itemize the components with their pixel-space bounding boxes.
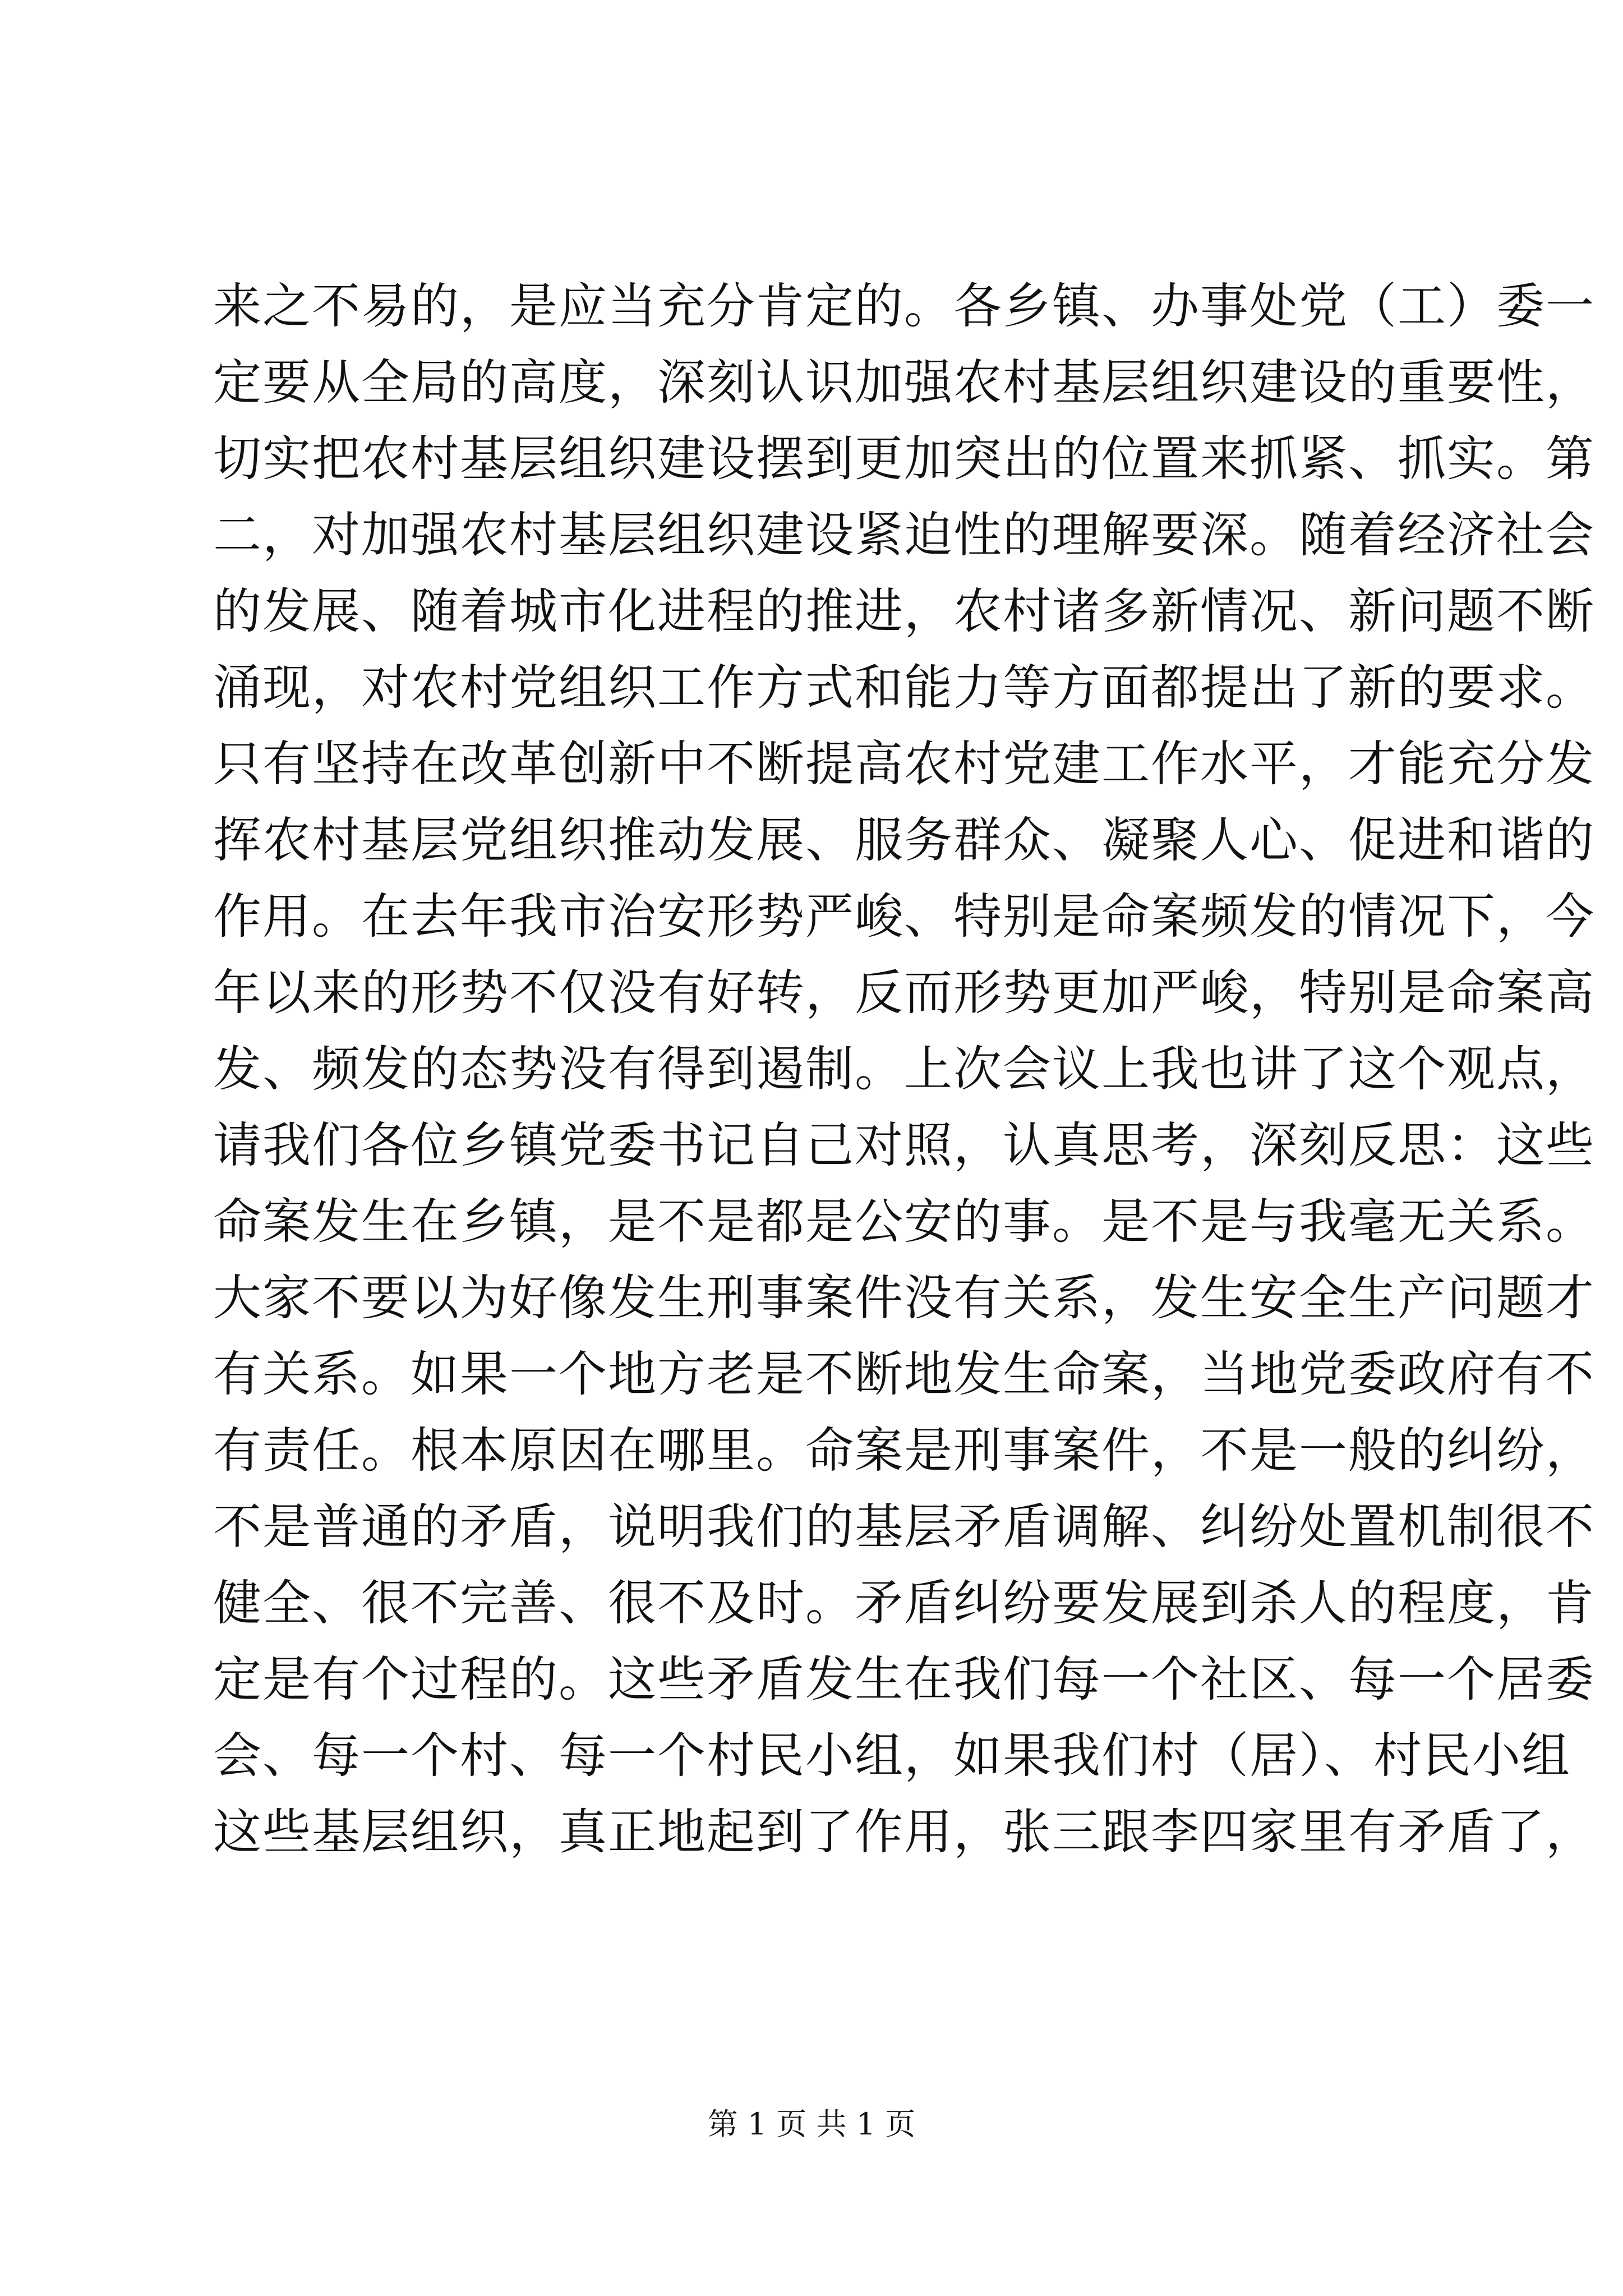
text-line: 来之不易的，是应当充分肯定的。各乡镇、办事处党（工）委一 — [213, 278, 1595, 334]
text-line: 命案发生在乡镇，是不是都是公安的事。是不是与我毫无关系。 — [213, 1194, 1595, 1250]
text-line: 挥农村基层党组织推动发展、服务群众、凝聚人心、促进和谐的 — [213, 812, 1595, 868]
text-line: 的发展、随着城市化进程的推进，农村诸多新情况、新问题不断 — [213, 583, 1595, 639]
text-line: 这些基层组织，真正地起到了作用，张三跟李四家里有矛盾了， — [213, 1804, 1595, 1860]
text-line: 定是有个过程的。这些矛盾发生在我们每一个社区、每一个居委 — [213, 1651, 1595, 1708]
text-line: 不是普通的矛盾，说明我们的基层矛盾调解、纠纷处置机制很不 — [213, 1499, 1595, 1555]
text-line: 二，对加强农村基层组织建设紧迫性的理解要深。随着经济社会 — [213, 507, 1595, 563]
text-line: 定要从全局的高度，深刻认识加强农村基层组织建设的重要性， — [213, 355, 1595, 411]
page-footer: 第 1 页 共 1 页 — [707, 2106, 916, 2142]
text-line: 有责任。根本原因在哪里。命案是刑事案件，不是一般的纠纷， — [213, 1423, 1595, 1479]
text-line: 只有坚持在改革创新中不断提高农村党建工作水平，才能充分发 — [213, 736, 1595, 792]
body-text — [213, 268, 1595, 1870]
text-line: 发、频发的态势没有得到遏制。上次会议上我也讲了这个观点， — [213, 1041, 1595, 1097]
text-line: 涌现，对农村党组织工作方式和能力等方面都提出了新的要求。 — [213, 660, 1595, 716]
text-line: 切实把农村基层组织建设摆到更加突出的位置来抓紧、抓实。第 — [213, 431, 1595, 487]
text-line: 会、每一个村、每一个村民小组，如果我们村（居）、村民小组 — [213, 1728, 1571, 1784]
text-line: 请我们各位乡镇党委书记自己对照，认真思考，深刻反思：这些 — [213, 1117, 1595, 1174]
text-line: 有关系。如果一个地方老是不断地发生命案，当地党委政府有不 — [213, 1346, 1595, 1402]
text-line: 健全、很不完善、很不及时。矛盾纠纷要发展到杀人的程度，肯 — [213, 1575, 1595, 1631]
text-line: 作用。在去年我市治安形势严峻、特别是命案频发的情况下，今 — [213, 889, 1595, 945]
text-line: 年以来的形势不仅没有好转，反而形势更加严峻，特别是命案高 — [213, 965, 1595, 1021]
text-line: 大家不要以为好像发生刑事案件没有关系，发生安全生产问题才 — [213, 1270, 1595, 1326]
